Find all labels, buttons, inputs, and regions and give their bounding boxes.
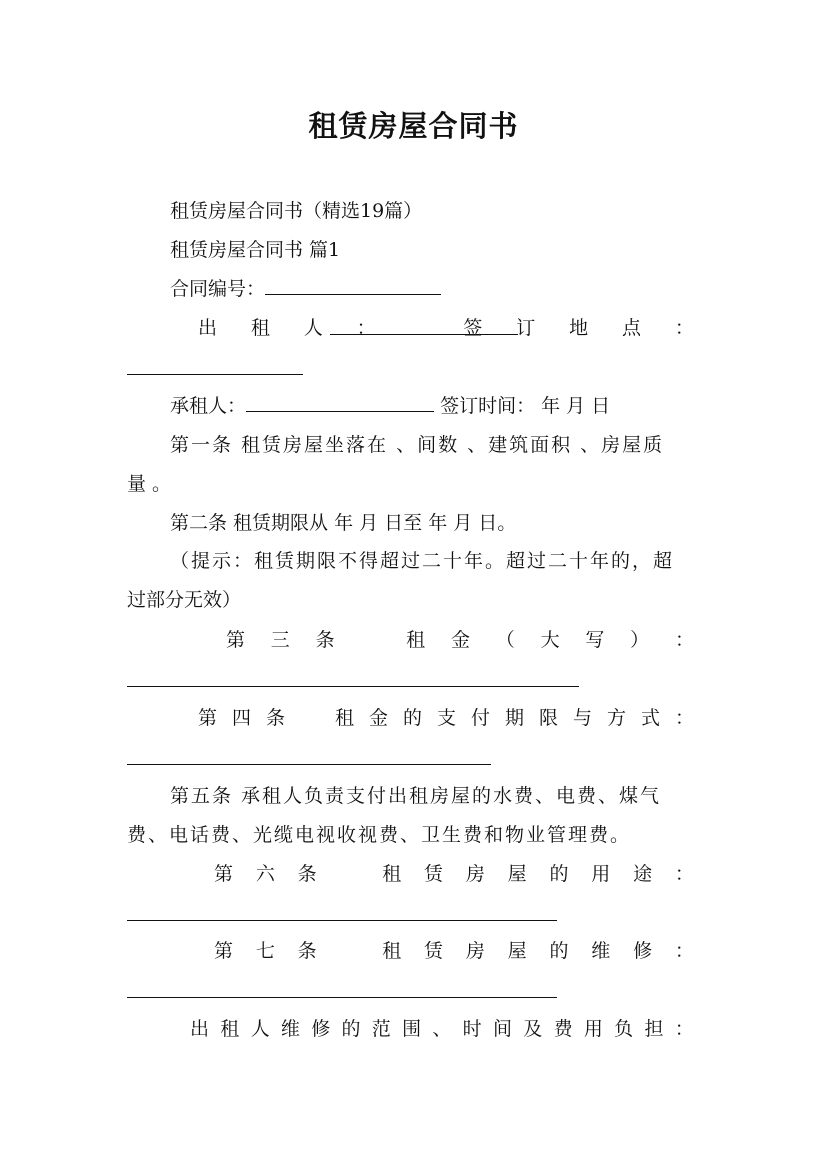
justified-char: 屋 xyxy=(507,863,527,885)
signing-time-label: 签订时间： 年 月 日 xyxy=(440,395,611,417)
justified-char: 租 xyxy=(250,317,270,339)
justified-char: 式 xyxy=(640,707,660,729)
justified-char: 费 xyxy=(553,1018,573,1040)
lessee-blank[interactable] xyxy=(246,393,434,412)
article-2-line: 第二条 租赁期限从 年 月 日至 年 月 日。 xyxy=(170,512,517,534)
justified-char: 赁 xyxy=(424,940,444,962)
lessor-line xyxy=(198,315,694,341)
subtitle-line: 租赁房屋合同书（精选19篇） xyxy=(170,200,423,222)
payment-terms-blank[interactable] xyxy=(127,764,491,765)
justified-char: 人 xyxy=(250,1018,270,1040)
note-line: （提示：租赁期限不得超过二十年。超过二十年的，超 xyxy=(170,550,675,572)
justified-char: （ xyxy=(495,629,515,651)
justified-char: 人 xyxy=(303,317,323,339)
document-title: 租赁房屋合同书 xyxy=(308,109,519,143)
justified-char: ： xyxy=(356,317,376,339)
rent-amount-blank[interactable] xyxy=(127,686,579,687)
justified-char: 第 xyxy=(226,629,246,651)
justified-char: 地 xyxy=(569,317,589,339)
justified-char: 房 xyxy=(465,940,485,962)
article-1-line: 第一条 租赁房屋坐落在 、间数 、建筑面积 、房屋质 xyxy=(170,434,665,456)
justified-char: 条 xyxy=(297,863,317,885)
justified-char xyxy=(339,938,359,964)
justified-char: 租 xyxy=(334,707,354,729)
article-5-cont: 费、电话费、光缆电视收视费、卫生费和物业管理费。 xyxy=(127,824,632,846)
justified-char: 间 xyxy=(492,1018,512,1040)
justified-char: ： xyxy=(674,1018,694,1040)
justified-char: ： xyxy=(674,707,694,729)
justified-char: 金 xyxy=(450,629,470,651)
contract-number-blank[interactable] xyxy=(265,276,441,295)
justified-char: 出 xyxy=(190,1018,210,1040)
justified-char: 租 xyxy=(220,1018,240,1040)
justified-char: 点 xyxy=(621,317,641,339)
justified-char: 条 xyxy=(315,629,335,651)
justified-char xyxy=(360,627,380,653)
note-cont: 过部分无效） xyxy=(127,589,242,611)
justified-char: 三 xyxy=(270,629,290,651)
justified-char: 第 xyxy=(198,707,218,729)
justified-char: 屋 xyxy=(507,940,527,962)
justified-char: 修 xyxy=(311,1018,331,1040)
justified-char: 房 xyxy=(465,863,485,885)
article-7-line xyxy=(214,938,694,964)
justified-char xyxy=(300,705,320,731)
justified-char: 七 xyxy=(255,940,275,962)
justified-char xyxy=(410,315,430,341)
justified-char: 金 xyxy=(368,707,388,729)
justified-char: ： xyxy=(674,863,694,885)
justified-char: 及 xyxy=(523,1018,543,1040)
justified-char: 写 xyxy=(585,629,605,651)
justified-char: ： xyxy=(674,940,694,962)
justified-char: ： xyxy=(674,317,694,339)
justified-char: 的 xyxy=(549,863,569,885)
justified-char: 修 xyxy=(633,940,653,962)
justified-char: 时 xyxy=(462,1018,482,1040)
justified-char: 条 xyxy=(297,940,317,962)
justified-char: 大 xyxy=(540,629,560,651)
justified-char: 的 xyxy=(549,940,569,962)
usage-blank[interactable] xyxy=(127,920,557,921)
justified-char: 用 xyxy=(583,1018,603,1040)
signing-place-blank[interactable] xyxy=(127,374,303,375)
article-5-line: 第五条 承租人负责支付出租房屋的水费、电费、煤气 xyxy=(170,785,662,807)
justified-char: 付 xyxy=(470,707,490,729)
justified-char: 途 xyxy=(633,863,653,885)
justified-char: 订 xyxy=(516,317,536,339)
justified-char: ： xyxy=(674,629,694,651)
repair-blank[interactable] xyxy=(127,997,557,998)
justified-char: 出 xyxy=(198,317,218,339)
justified-char: 租 xyxy=(406,629,426,651)
lessee-line xyxy=(170,393,610,419)
justified-char: 维 xyxy=(280,1018,300,1040)
justified-char: 租 xyxy=(382,940,402,962)
lessor-blank[interactable] xyxy=(330,334,518,335)
justified-char: 方 xyxy=(606,707,626,729)
justified-char: 签 xyxy=(463,317,483,339)
article-3-line xyxy=(226,627,694,653)
section-heading: 租赁房屋合同书 篇1 xyxy=(170,239,341,261)
article-1-cont: 量 。 xyxy=(127,473,172,495)
contract-number-label: 合同编号： xyxy=(170,278,266,300)
justified-char: 租 xyxy=(382,863,402,885)
repair-scope-line xyxy=(190,1016,694,1042)
justified-char: 六 xyxy=(255,863,275,885)
justified-char: ） xyxy=(630,629,650,651)
justified-char: 支 xyxy=(436,707,456,729)
article-6-line xyxy=(214,861,694,887)
justified-char: 第 xyxy=(214,940,234,962)
justified-char xyxy=(339,861,359,887)
justified-char: 用 xyxy=(591,863,611,885)
lessee-label: 承租人： xyxy=(170,395,247,417)
justified-char: 四 xyxy=(232,707,252,729)
justified-char: 担 xyxy=(644,1018,664,1040)
justified-char: 限 xyxy=(538,707,558,729)
justified-char: 范 xyxy=(371,1018,391,1040)
justified-char: 负 xyxy=(614,1018,634,1040)
justified-char: 赁 xyxy=(424,863,444,885)
justified-char: 维 xyxy=(591,940,611,962)
justified-char: 条 xyxy=(266,707,286,729)
article-4-line xyxy=(198,705,694,731)
contract-number-line xyxy=(170,276,441,302)
justified-char: 围 xyxy=(402,1018,422,1040)
justified-char: 期 xyxy=(504,707,524,729)
justified-char: 、 xyxy=(432,1018,452,1040)
justified-char: 的 xyxy=(341,1018,361,1040)
justified-char: 第 xyxy=(214,863,234,885)
justified-char: 的 xyxy=(402,707,422,729)
justified-char: 与 xyxy=(572,707,592,729)
